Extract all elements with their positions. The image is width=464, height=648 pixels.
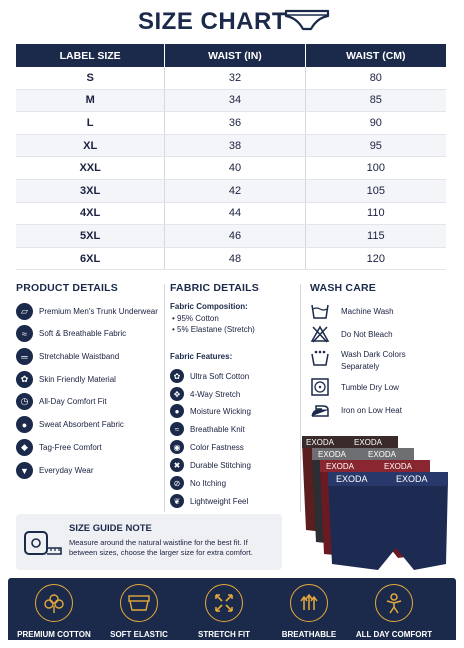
- table-row: [16, 112, 446, 135]
- cotton-icon: ✿: [170, 369, 184, 383]
- waist-cm-cell: 100: [305, 157, 446, 180]
- brand-text: EXODA: [306, 438, 335, 447]
- size-table: [16, 44, 446, 270]
- table-row: [16, 67, 446, 89]
- brand-text: EXODA: [396, 474, 428, 484]
- banner-item: [354, 584, 434, 639]
- header: [0, 0, 464, 44]
- waist-cm-cell: 115: [305, 225, 446, 248]
- list-item-label: Soft & Breathable Fabric: [39, 329, 127, 338]
- list-item-label: Sweat Absorbent Fabric: [39, 420, 124, 429]
- list-item: [16, 325, 166, 342]
- list-item-label: Machine Wash: [341, 307, 394, 316]
- waist-cm-cell: 95: [305, 134, 446, 157]
- waist-cm-cell: 80: [305, 67, 446, 89]
- list-item: [170, 369, 249, 383]
- product-details-heading: PRODUCT DETAILS: [16, 282, 118, 294]
- page-title: SIZE CHART: [138, 8, 287, 35]
- list-item-label: 4-Way Stretch: [190, 389, 241, 399]
- waistband-icon: [120, 584, 158, 622]
- waistband-icon: ═: [16, 348, 33, 365]
- divider: [164, 284, 165, 512]
- list-item-label: Durable Stitching: [190, 460, 251, 470]
- banner-label: BREATHABLE FABRIC: [281, 630, 337, 648]
- list-item: [310, 401, 402, 419]
- drop-icon: ●: [16, 416, 33, 433]
- list-item: [16, 393, 166, 410]
- size-guide-text: Measure around the natural waistline for the best fit. If between sizes, choose the larger size for extra comfort.: [69, 538, 253, 557]
- column-header: WAIST (IN): [165, 44, 305, 67]
- waist-in-cell: 46: [165, 225, 305, 248]
- list-item-label: Breathable Knit: [190, 424, 245, 434]
- palette-icon: ◉: [170, 440, 184, 454]
- banner-label: ALL DAY COMFORT: [355, 630, 433, 639]
- brand-text: EXODA: [326, 462, 355, 471]
- list-item-label: Moisture Wicking: [190, 406, 251, 416]
- banner-item: [184, 584, 264, 639]
- list-item: [170, 404, 251, 418]
- size-label-cell: 6XL: [16, 247, 165, 270]
- brand-text: EXODA: [318, 450, 347, 459]
- list-item-label: Premium Men's Trunk Underwear: [39, 307, 158, 316]
- waist-in-cell: 40: [165, 157, 305, 180]
- wave-icon: ≈: [16, 325, 33, 342]
- list-item-label: Color Fastness: [190, 442, 244, 452]
- breathable-icon: [290, 584, 328, 622]
- list-item-label: Ultra Soft Cotton: [190, 371, 250, 381]
- table-row: [16, 202, 446, 225]
- size-guide-heading: SIZE GUIDE NOTE: [69, 523, 152, 534]
- wash-care-heading: WASH CARE: [310, 282, 376, 294]
- trunk-navy: [328, 472, 448, 570]
- size-label-cell: 5XL: [16, 225, 165, 248]
- waist-cm-cell: 105: [305, 179, 446, 202]
- composition-item: • 5% Elastane (Stretch): [172, 325, 255, 334]
- leaf-icon: ✿: [16, 371, 33, 388]
- banner-item: [14, 584, 94, 639]
- list-item: [310, 302, 394, 320]
- waist-in-cell: 38: [165, 134, 305, 157]
- stretch-icon: [205, 584, 243, 622]
- fabric-details: [170, 282, 298, 506]
- list-item: [170, 494, 248, 508]
- list-item: [16, 348, 166, 365]
- banner-label: SOFT ELASTIC WAISTBAND: [110, 630, 168, 648]
- measuring-tape-icon: [24, 528, 62, 558]
- list-item-label: Lightweight Feel: [190, 496, 249, 506]
- list-item-label: Do Not Bleach: [341, 330, 393, 339]
- list-item: [16, 462, 166, 479]
- list-item: [170, 387, 240, 401]
- column-header: WAIST (CM): [305, 44, 446, 67]
- arrows-icon: ✥: [170, 387, 184, 401]
- table-row: [16, 247, 446, 270]
- wash-care: [310, 282, 450, 415]
- size-label-cell: 3XL: [16, 179, 165, 202]
- list-item: [170, 422, 245, 436]
- list-item-label: Tumble Dry Low: [341, 383, 399, 392]
- list-item: [310, 325, 393, 343]
- table-row: [16, 157, 446, 180]
- brief-icon: [283, 7, 331, 35]
- size-label-cell: L: [16, 112, 165, 135]
- list-item: [310, 349, 421, 373]
- brand-text: EXODA: [368, 450, 397, 459]
- stitch-icon: ✖: [170, 458, 184, 472]
- list-item: [310, 378, 399, 396]
- waist-in-cell: 34: [165, 89, 305, 112]
- cotton-flower-icon: [35, 584, 73, 622]
- waist-cm-cell: 90: [305, 112, 446, 135]
- list-item: [16, 303, 166, 320]
- size-label-cell: M: [16, 89, 165, 112]
- list-item: [16, 416, 166, 433]
- list-item-label: Tag-Free Comfort: [39, 443, 102, 452]
- size-label-cell: XXL: [16, 157, 165, 180]
- table-row: [16, 134, 446, 157]
- waist-in-cell: 36: [165, 112, 305, 135]
- list-item-label: Iron on Low Heat: [341, 406, 402, 415]
- table-row: [16, 89, 446, 112]
- fabric-details-heading: FABRIC DETAILS: [170, 282, 259, 294]
- no-bleach-icon: [310, 325, 330, 343]
- composition-item: • 95% Cotton: [172, 314, 219, 323]
- tumble-dry-icon: [310, 378, 330, 396]
- list-item: [170, 476, 226, 490]
- list-item: [16, 371, 166, 388]
- size-label-cell: 4XL: [16, 202, 165, 225]
- waist-in-cell: 32: [165, 67, 305, 89]
- brand-text: EXODA: [336, 474, 368, 484]
- banner-item: [99, 584, 179, 648]
- list-item-label: All-Day Comfort Fit: [39, 397, 107, 406]
- list-item: [170, 440, 244, 454]
- knit-icon: ≈: [170, 422, 184, 436]
- list-item-label: Stretchable Waistband: [39, 352, 120, 361]
- size-label-cell: XL: [16, 134, 165, 157]
- waist-cm-cell: 110: [305, 202, 446, 225]
- banner-item: [269, 584, 349, 648]
- list-item-label: Skin Friendly Material: [39, 375, 116, 384]
- table-header-row: [16, 44, 446, 67]
- feature-banner: [8, 578, 456, 648]
- banner-label: STRETCH FIT: [198, 630, 250, 639]
- machine-wash-icon: [310, 302, 330, 320]
- banner-label: PREMIUM COTTON: [17, 630, 91, 639]
- list-item: [170, 458, 251, 472]
- column-header: LABEL SIZE: [16, 44, 165, 67]
- brief-icon: ▼: [16, 462, 33, 479]
- features-heading: Fabric Features:: [170, 352, 233, 361]
- list-item-label: Everyday Wear: [39, 466, 94, 475]
- waist-in-cell: 48: [165, 247, 305, 270]
- list-item-label: Wash Dark Colors Separately: [341, 350, 406, 371]
- list-item-label: No Itching: [190, 478, 227, 488]
- feather-icon: ❦: [170, 494, 184, 508]
- tag-icon: ◆: [16, 439, 33, 456]
- size-label-cell: S: [16, 67, 165, 89]
- drop-icon: ●: [170, 404, 184, 418]
- size-guide-note: [16, 514, 282, 570]
- composition-heading: Fabric Composition:: [170, 302, 248, 311]
- brand-text: EXODA: [354, 438, 383, 447]
- waist-cm-cell: 120: [305, 247, 446, 270]
- brand-text: EXODA: [384, 462, 413, 471]
- person-icon: [375, 584, 413, 622]
- product-details: [16, 282, 164, 476]
- wash-tub-icon: [310, 349, 330, 367]
- list-item: [16, 439, 166, 456]
- no-itch-icon: ⊘: [170, 476, 184, 490]
- shirt-icon: ▱: [16, 303, 33, 320]
- table-row: [16, 179, 446, 202]
- clock-icon: ◷: [16, 393, 33, 410]
- waist-cm-cell: 85: [305, 89, 446, 112]
- iron-icon: [310, 401, 330, 419]
- product-image: [298, 434, 464, 574]
- waist-in-cell: 42: [165, 179, 305, 202]
- table-row: [16, 225, 446, 248]
- waist-in-cell: 44: [165, 202, 305, 225]
